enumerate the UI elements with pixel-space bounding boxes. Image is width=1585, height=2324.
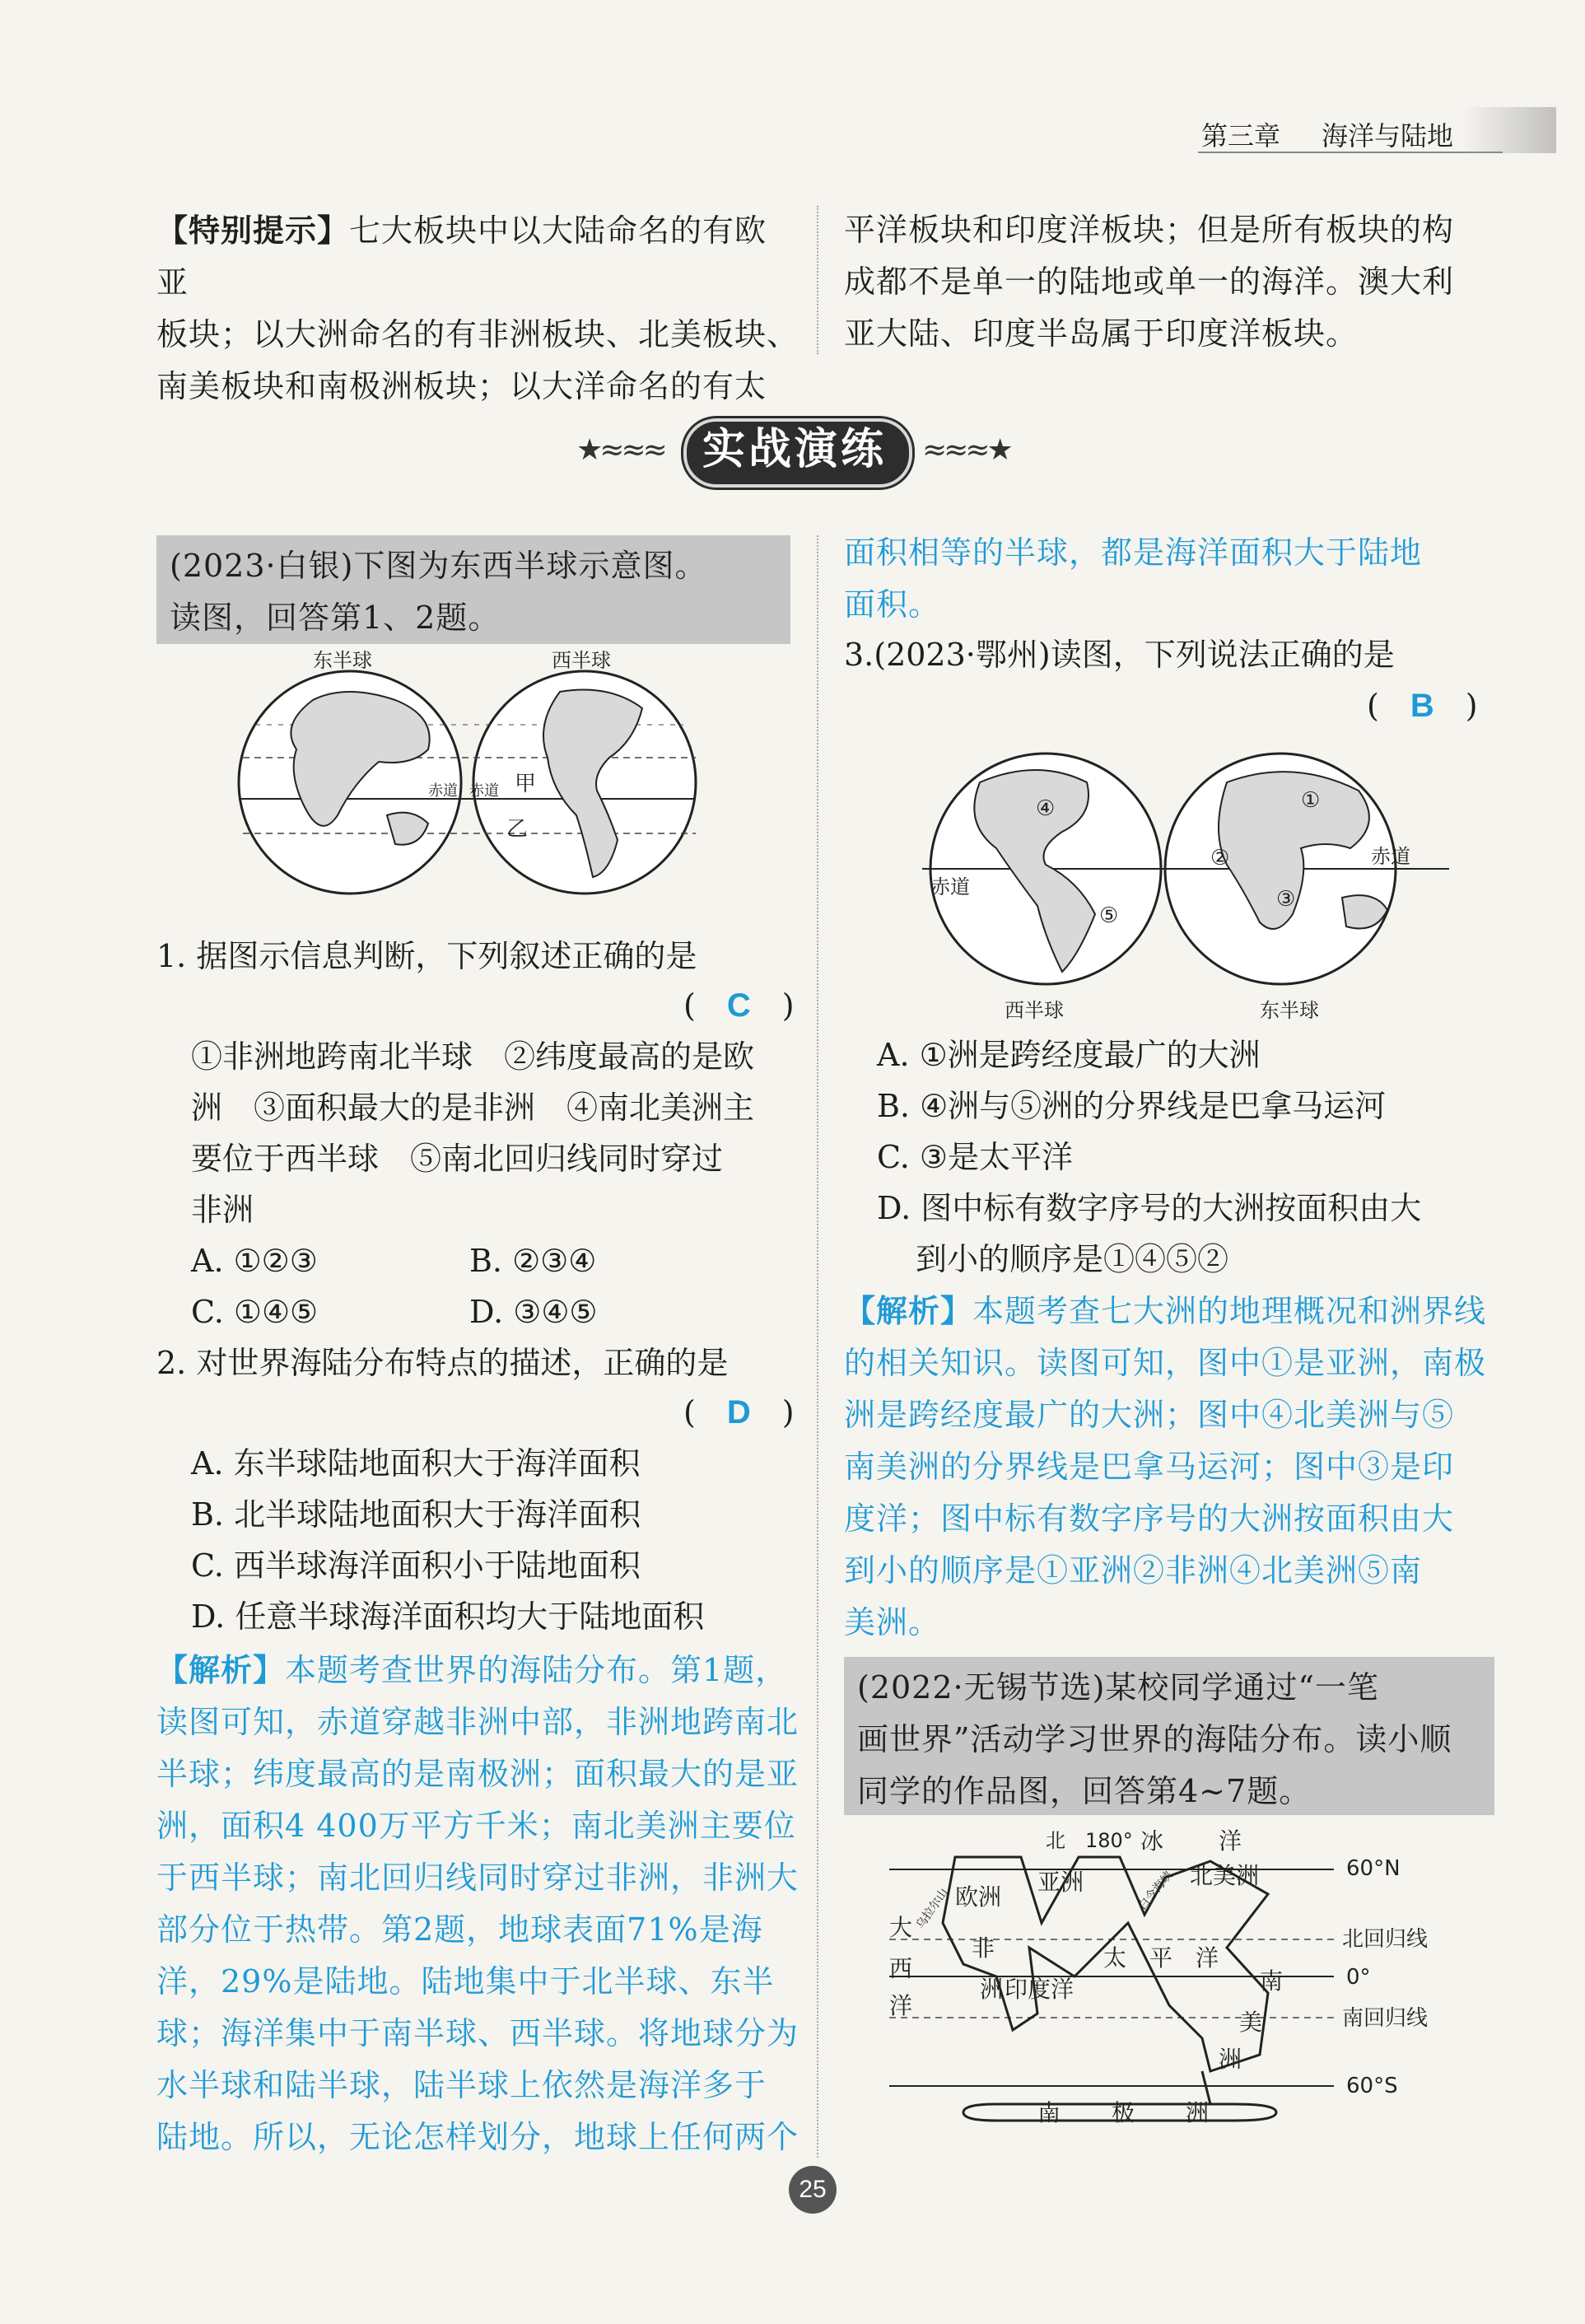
equator-label: 赤道	[930, 875, 970, 898]
answer-letter: C	[726, 987, 751, 1024]
banner-stars-left: ★≈≈≈	[576, 433, 664, 467]
analysis-line: 洋，29%是陆地。陆地集中于北半球、东半	[156, 1963, 775, 2000]
hemispheres-figure-1	[222, 651, 716, 898]
column-divider	[817, 535, 818, 2158]
marker-2: ②	[1210, 846, 1230, 870]
banner-title: 实战演练	[702, 425, 887, 474]
tip-line: 成都不是单一的陆地或单一的海洋。澳大利	[844, 264, 1455, 300]
statement-line: ①非洲地跨南北半球 ②纬度最高的是欧	[191, 1038, 755, 1075]
group-line: (2022·无锡节选)某校同学通过“一笔	[857, 1669, 1379, 1706]
q3-option-d-cont: 到小的顺序是①④⑤②	[916, 1241, 1229, 1277]
banner-stars-right: ≈≈≈★	[922, 433, 1010, 467]
analysis-3	[844, 1285, 1494, 1649]
asia-label: 亚洲	[1037, 1869, 1084, 1896]
north-america-label: 北美洲	[1190, 1862, 1260, 1889]
q3-option-c[interactable]: C. ③是太平洋	[877, 1139, 1073, 1175]
q3-option-b[interactable]: B. ④洲与⑤洲的分界线是巴拿马运河	[877, 1088, 1387, 1124]
analysis-line: 读图可知，赤道穿越非洲中部，非洲地跨南北	[156, 1704, 799, 1740]
q2-option-d[interactable]: D. 任意半球海洋面积均大于陆地面积	[191, 1598, 705, 1635]
tip-line: 平洋板块和印度洋板块；但是所有板块的构	[844, 212, 1455, 248]
equator-label: 赤道	[1371, 845, 1410, 868]
chapter-label: 第三章	[1201, 120, 1281, 152]
header-rule	[1198, 152, 1503, 153]
page-header	[1198, 112, 1503, 153]
analysis-line: 度洋；图中标有数字序号的大洲按面积由大	[844, 1500, 1455, 1537]
south-america-label-3: 洲	[1219, 2046, 1242, 2073]
analysis-line: 的相关知识。读图可知，图中①是亚洲，南极	[844, 1345, 1487, 1381]
marker-1: ①	[1301, 788, 1321, 813]
atlantic-label-1: 大	[889, 1914, 913, 1941]
question-2-stem: 2. 对世界海陆分布特点的描述，正确的是	[156, 1345, 729, 1381]
analysis-1	[156, 1644, 799, 2163]
question-group-box	[844, 1657, 1494, 1815]
analysis-line: 美洲。	[844, 1604, 941, 1640]
question-2-answer: ( D )	[683, 1394, 795, 1430]
antarctica-label-1: 南	[1037, 2099, 1061, 2126]
analysis-line: 南美洲的分界线是巴拿马运河；图中③是印	[844, 1449, 1455, 1485]
q2-option-c[interactable]: C. 西半球海洋面积小于陆地面积	[191, 1547, 641, 1584]
q1-option-d[interactable]: D. ③④⑤	[469, 1294, 598, 1330]
meridian-180-label: 180°	[1085, 1829, 1133, 1852]
question-group-box	[156, 535, 790, 644]
arctic-ocean-label: 洋	[1219, 1827, 1242, 1855]
north-tropic-label: 北回归线	[1342, 1927, 1429, 1952]
north-label: 北	[1046, 1829, 1065, 1852]
equator-degree-label: 0°	[1346, 1965, 1371, 1990]
question-3-stem: 3.(2023·鄂州)读图，下列说法正确的是	[844, 637, 1395, 673]
analysis-line: 洲，面积4 400万平方千米；南北美洲主要位	[156, 1808, 796, 1844]
analysis-line: 陆地。所以，无论怎样划分，地球上任何两个	[156, 2119, 799, 2155]
indian-ocean-label: 印度洋	[1005, 1976, 1075, 2003]
q2-option-a[interactable]: A. 东半球陆地面积大于海洋面积	[191, 1445, 641, 1482]
analysis-line: 到小的顺序是①亚洲②非洲④北美洲⑤南	[844, 1552, 1423, 1589]
antarctica-label-3: 洲	[1186, 2099, 1210, 2126]
south-america-label-2: 美	[1239, 2009, 1263, 2036]
west-hemisphere-label: 西半球	[1005, 999, 1064, 1022]
marker-yi: 乙	[506, 817, 529, 842]
tip-tag: 【特别提示】	[156, 212, 350, 249]
marker-5: ⑤	[1099, 903, 1119, 928]
statement-line: 非洲	[191, 1192, 254, 1228]
group-line: 读图，回答第1、2题。	[170, 600, 501, 636]
analysis-line: 洲是跨经度最广的大洲；图中④北美洲与⑤	[844, 1397, 1455, 1433]
south-tropic-label: 南回归线	[1342, 2006, 1429, 2031]
q1-option-a[interactable]: A. ①②③	[191, 1243, 318, 1279]
page-number: 25	[789, 2166, 837, 2214]
group-line: (2023·白银)下图为东西半球示意图。	[170, 548, 707, 584]
analysis-1-continued	[844, 527, 1494, 631]
marker-3: ③	[1276, 887, 1296, 912]
europe-label: 欧洲	[955, 1883, 1002, 1911]
question-1-answer: ( C )	[683, 987, 795, 1024]
analysis-line: 部分位于热带。第2题，地球表面71%是海	[156, 1911, 763, 1948]
africa-label-1: 非	[972, 1934, 995, 1962]
q2-option-b[interactable]: B. 北半球陆地面积大于海洋面积	[191, 1496, 641, 1533]
tip-right	[844, 204, 1494, 360]
atlantic-label-2: 西	[889, 1955, 913, 1982]
east-hemisphere-label: 东半球	[1260, 999, 1319, 1022]
analysis-line: 于西半球；南北回归线同时穿过非洲，非洲大	[156, 1860, 799, 1896]
pacific-label: 太 平 洋	[1103, 1944, 1219, 1972]
q1-option-c[interactable]: C. ①④⑤	[191, 1294, 319, 1330]
header-decoration	[1461, 107, 1556, 153]
q3-option-d[interactable]: D. 图中标有数字序号的大洲按面积由大	[877, 1190, 1422, 1226]
analysis-line: 面积。	[844, 586, 941, 623]
one-stroke-world-figure	[873, 1824, 1466, 2149]
statement-line: 洲 ③面积最大的是非洲 ④南北美洲主	[191, 1090, 755, 1126]
tip-line: 七大板块中以大陆命名的有欧亚	[156, 212, 767, 301]
south-america-label-1: 南	[1260, 1967, 1284, 1995]
analysis-line: 本题考查世界的海陆分布。第1题，	[285, 1652, 788, 1688]
analysis-line: 本题考查七大洲的地理概况和洲界线	[972, 1293, 1487, 1329]
antarctica-label-2: 极	[1112, 2099, 1135, 2126]
group-line: 画世界”活动学习世界的海陆分布。读小顺	[857, 1721, 1452, 1757]
section-banner	[576, 412, 1013, 488]
analysis-line: 水半球和陆半球，陆半球上依然是海洋多于	[156, 2067, 767, 2103]
chapter-title: 海洋与陆地	[1322, 120, 1454, 152]
analysis-tag: 【解析】	[844, 1292, 973, 1329]
atlantic-label-3: 洋	[889, 1992, 913, 2019]
column-divider	[817, 206, 818, 354]
equator-label: 赤道	[469, 782, 499, 800]
tip-line: 亚大陆、印度半岛属于印度洋板块。	[844, 315, 1359, 352]
africa-label-2: 洲	[980, 1976, 1004, 2003]
q3-option-a[interactable]: A. ①洲是跨经度最广的大洲	[877, 1037, 1261, 1073]
answer-letter: D	[726, 1394, 751, 1430]
marker-4: ④	[1036, 796, 1056, 821]
analysis-tag: 【解析】	[156, 1651, 286, 1688]
question-3-answer: ( B )	[1367, 688, 1478, 724]
ural-label: 乌拉尔山	[913, 1886, 951, 1932]
statement-line: 要位于西半球 ⑤南北回归线同时穿过	[191, 1141, 724, 1177]
analysis-line: 球；海洋集中于南半球、西半球。将地球分为	[156, 2015, 799, 2051]
west-hemisphere-label: 西半球	[552, 651, 611, 672]
group-line: 同学的作品图，回答第4~7题。	[857, 1773, 1312, 1809]
lat-60n-label: 60°N	[1346, 1856, 1401, 1881]
marker-jia: 甲	[515, 772, 537, 796]
question-1-statements	[191, 1031, 800, 1235]
bering-label: 白令海峡	[1135, 1869, 1176, 1913]
q1-option-b[interactable]: B. ②③④	[469, 1243, 597, 1279]
analysis-line: 面积相等的半球，都是海洋面积大于陆地	[844, 534, 1423, 571]
tip-left	[156, 204, 799, 413]
hemispheres-figure-2	[914, 733, 1457, 1029]
east-hemisphere-label: 东半球	[313, 651, 372, 672]
analysis-line: 半球；纬度最高的是南极洲；面积最大的是亚	[156, 1756, 799, 1792]
lat-60s-label: 60°S	[1346, 2074, 1398, 2098]
equator-label: 赤道	[428, 782, 458, 800]
tip-line: 板块；以大洲命名的有非洲板块、北美板块、	[156, 316, 799, 352]
arctic-ice-label: 冰	[1140, 1827, 1164, 1855]
tip-line: 南美板块和南极洲板块；以大洋命名的有太	[156, 368, 767, 404]
answer-letter: B	[1410, 688, 1434, 724]
question-1-stem: 1. 据图示信息判断，下列叙述正确的是	[156, 938, 697, 974]
